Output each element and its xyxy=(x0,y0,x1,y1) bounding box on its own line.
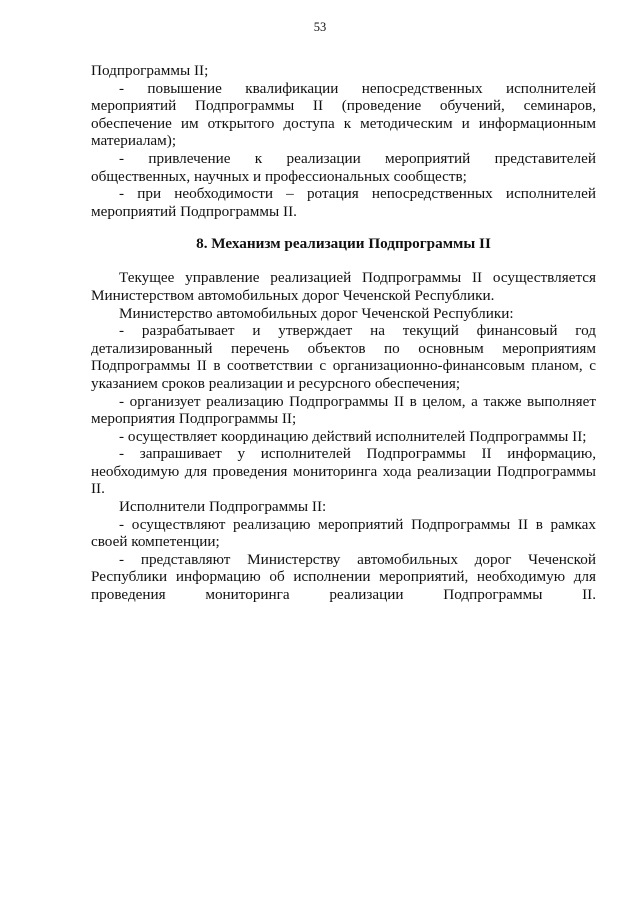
list-item-develops: - разрабатывает и утверждает на текущий финансовый год детализированный перечень объектов по основным мероприятиям Подпрограммы II в соответствии с организационно-финансовым планом, с указанием сроков реализации и ресурсного обеспечения; xyxy=(91,322,596,392)
list-item-implement: - осуществляют реализацию мероприятий Подпрограммы II в рамках своей компетенции; xyxy=(91,515,596,551)
list-item-organizes: - организует реализацию Подпрограммы II в целом, а также выполняет мероприятия Подпрограммы II; xyxy=(91,392,596,428)
list-item-involvement: - привлечение к реализации мероприятий представителей общественных, научных и профессиональных сообществ; xyxy=(91,149,596,185)
document-body xyxy=(91,62,596,604)
list-item-provide-info: - представляют Министерству автомобильных дорог Чеченской Республики информацию об исполнении мероприятий, необходимую для проведения мониторинга реализации Подпрограммы II. xyxy=(91,550,596,604)
list-item-coordinates: - осуществляет координацию действий исполнителей Подпрограммы II; xyxy=(119,427,587,445)
list-item-requests: - запрашивает у исполнителей Подпрограммы II информацию, необходимую для проведения мониторинга хода реализации Подпрограммы II. xyxy=(91,445,596,498)
paragraph-ministry-intro: Министерство автомобильных дорог Чеченской Республики: xyxy=(119,304,514,322)
page-number: 53 xyxy=(313,20,327,34)
section-heading: 8. Механизм реализации Подпрограммы II xyxy=(196,235,491,253)
list-item-qualification: - повышение квалификации непосредственных исполнителей мероприятий Подпрограммы II (проведение обучений, семинаров, обеспечение им открытого доступа к методическим и информационным материалам); xyxy=(91,79,596,150)
paragraph-current-management: Текущее управление реализацией Подпрограммы II осуществляется Министерством автомобильных дорог Чеченской Республики. xyxy=(91,269,596,304)
paragraph-continuation: Подпрограммы II; xyxy=(91,62,209,79)
paragraph-executors-intro: Исполнители Подпрограммы II: xyxy=(119,498,327,516)
list-item-rotation: - при необходимости – ротация непосредственных исполнителей мероприятий Подпрограммы II. xyxy=(91,185,596,220)
